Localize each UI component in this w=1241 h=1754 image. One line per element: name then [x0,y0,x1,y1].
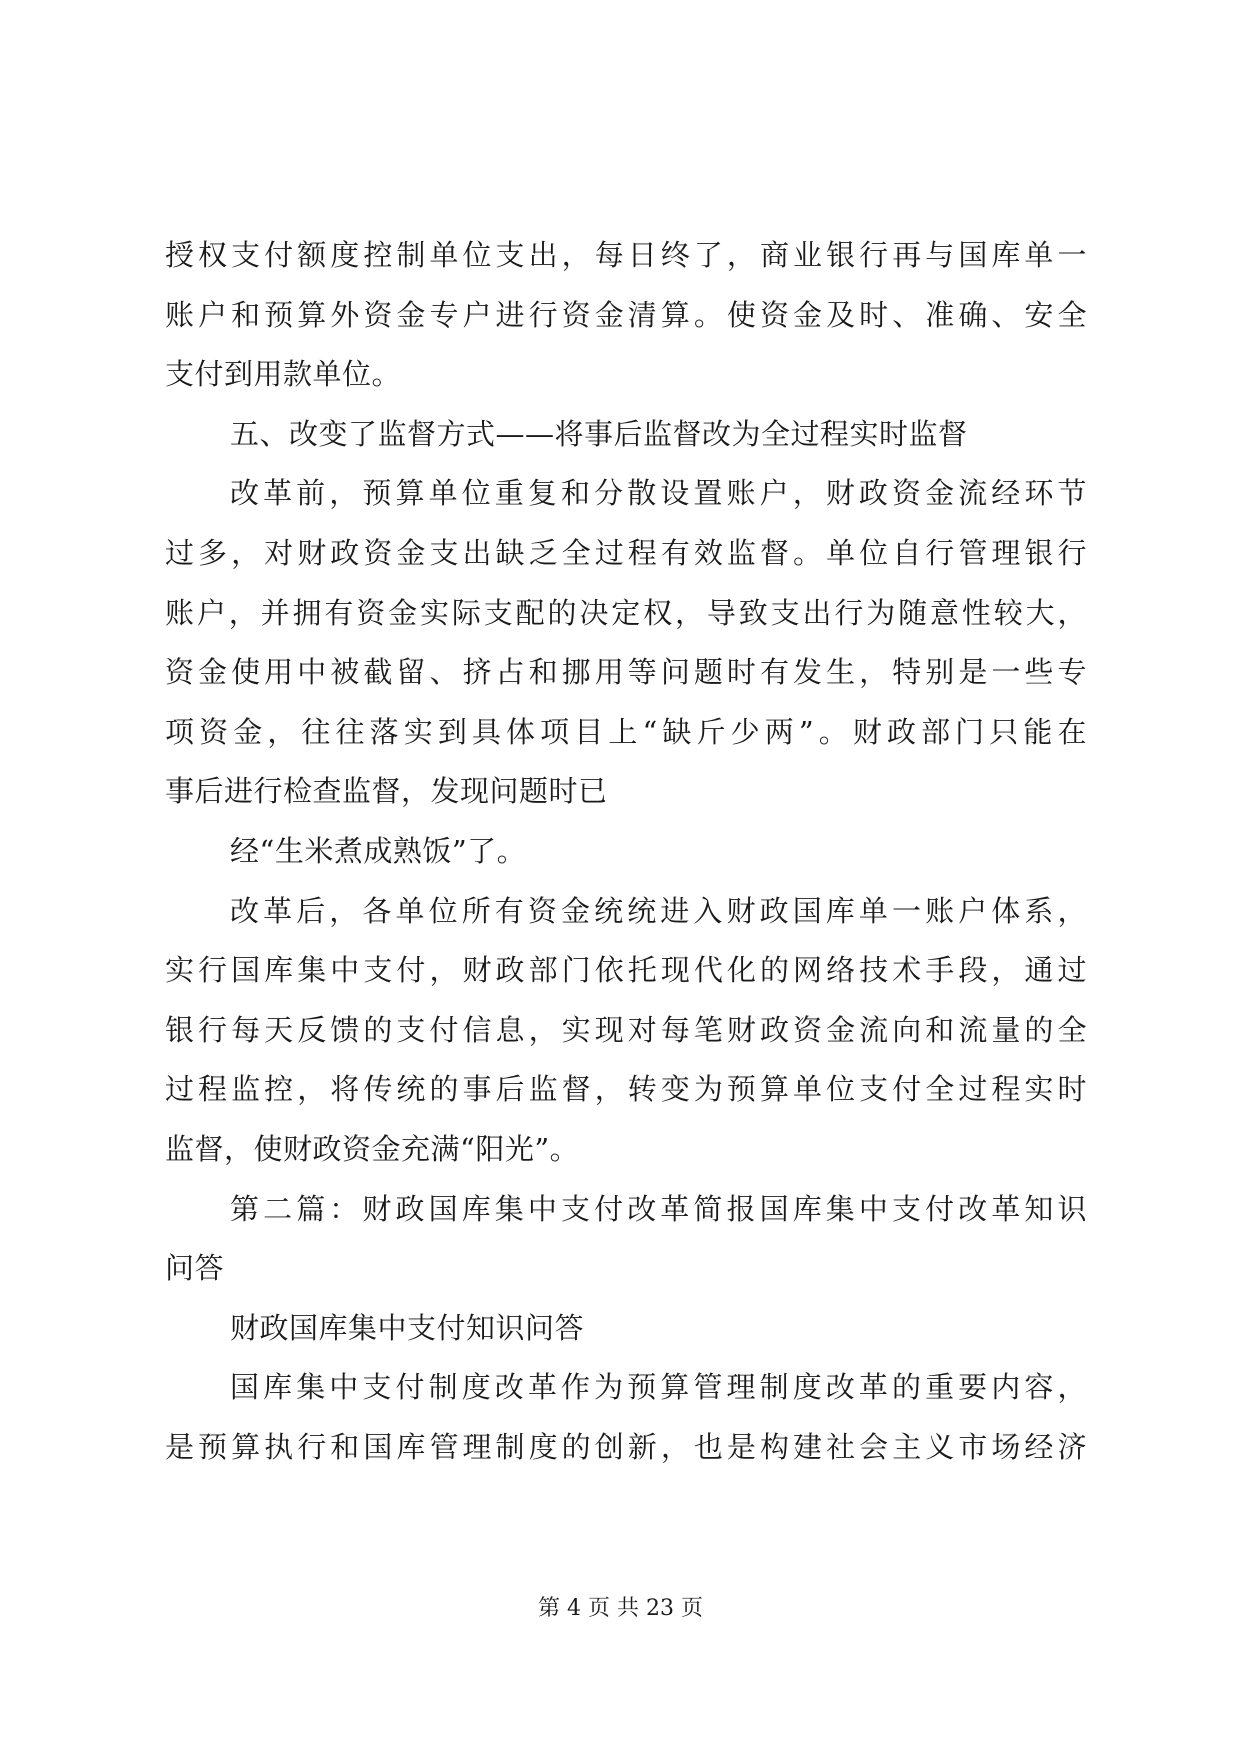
text-line: 授权支付额度控制单位支出，每日终了，商业银行再与国库单一 [165,238,1087,272]
text-line: 国库集中支付制度改革作为预算管理制度改革的重要内容， [230,1370,1087,1405]
text-line: 事后进行检查监督，发现问题时已 [165,774,608,809]
document-body [165,226,1087,1477]
text-line: 监督，使财政资金充满“阳光”。 [165,1131,580,1166]
text-line: 银行每天反馈的支付信息，实现对每笔财政资金流向和流量的全 [165,1012,1087,1047]
text-line: 改革后，各单位所有资金统统进入财政国库单一账户体系， [230,893,1087,928]
text-line: 第二篇：财政国库集中支付改革简报国库集中支付改革知识 [230,1191,1087,1226]
text-line: 项资金，往往落实到具体项目上“缺斤少两”。财政部门只能在 [165,714,1087,749]
text-line: 资金使用中被截留、挤占和挪用等问题时有发生，特别是一些专 [165,655,1087,690]
text-line: 支付到用款单位。 [165,357,402,392]
text-line: 经“生米煮成熟饭”了。 [230,833,527,868]
text-line: 五、改变了监督方式——将事后监督改为全过程实时监督 [230,416,968,451]
text-line: 改革前，预算单位重复和分散设置账户，财政资金流经环节 [230,476,1087,511]
text-line: 是预算执行和国库管理制度的创新，也是构建社会主义市场经济 [165,1429,1087,1464]
text-line: 问答 [165,1251,225,1286]
text-line: 财政国库集中支付知识问答 [230,1310,585,1345]
page-footer: 第 4 页 共 23 页 [538,1596,703,1621]
text-line: 实行国库集中支付，财政部门依托现代化的网络技术手段，通过 [165,953,1087,988]
text-line: 过程监控，将传统的事后监督，转变为预算单位支付全过程实时 [165,1072,1087,1107]
text-line: 过多，对财政资金支出缺乏全过程有效监督。单位自行管理银行 [165,535,1087,570]
text-line: 账户和预算外资金专户进行资金清算。使资金及时、准确、安全 [165,297,1087,332]
text-line: 账户，并拥有资金实际支配的决定权，导致支出行为随意性较大， [165,595,1087,630]
